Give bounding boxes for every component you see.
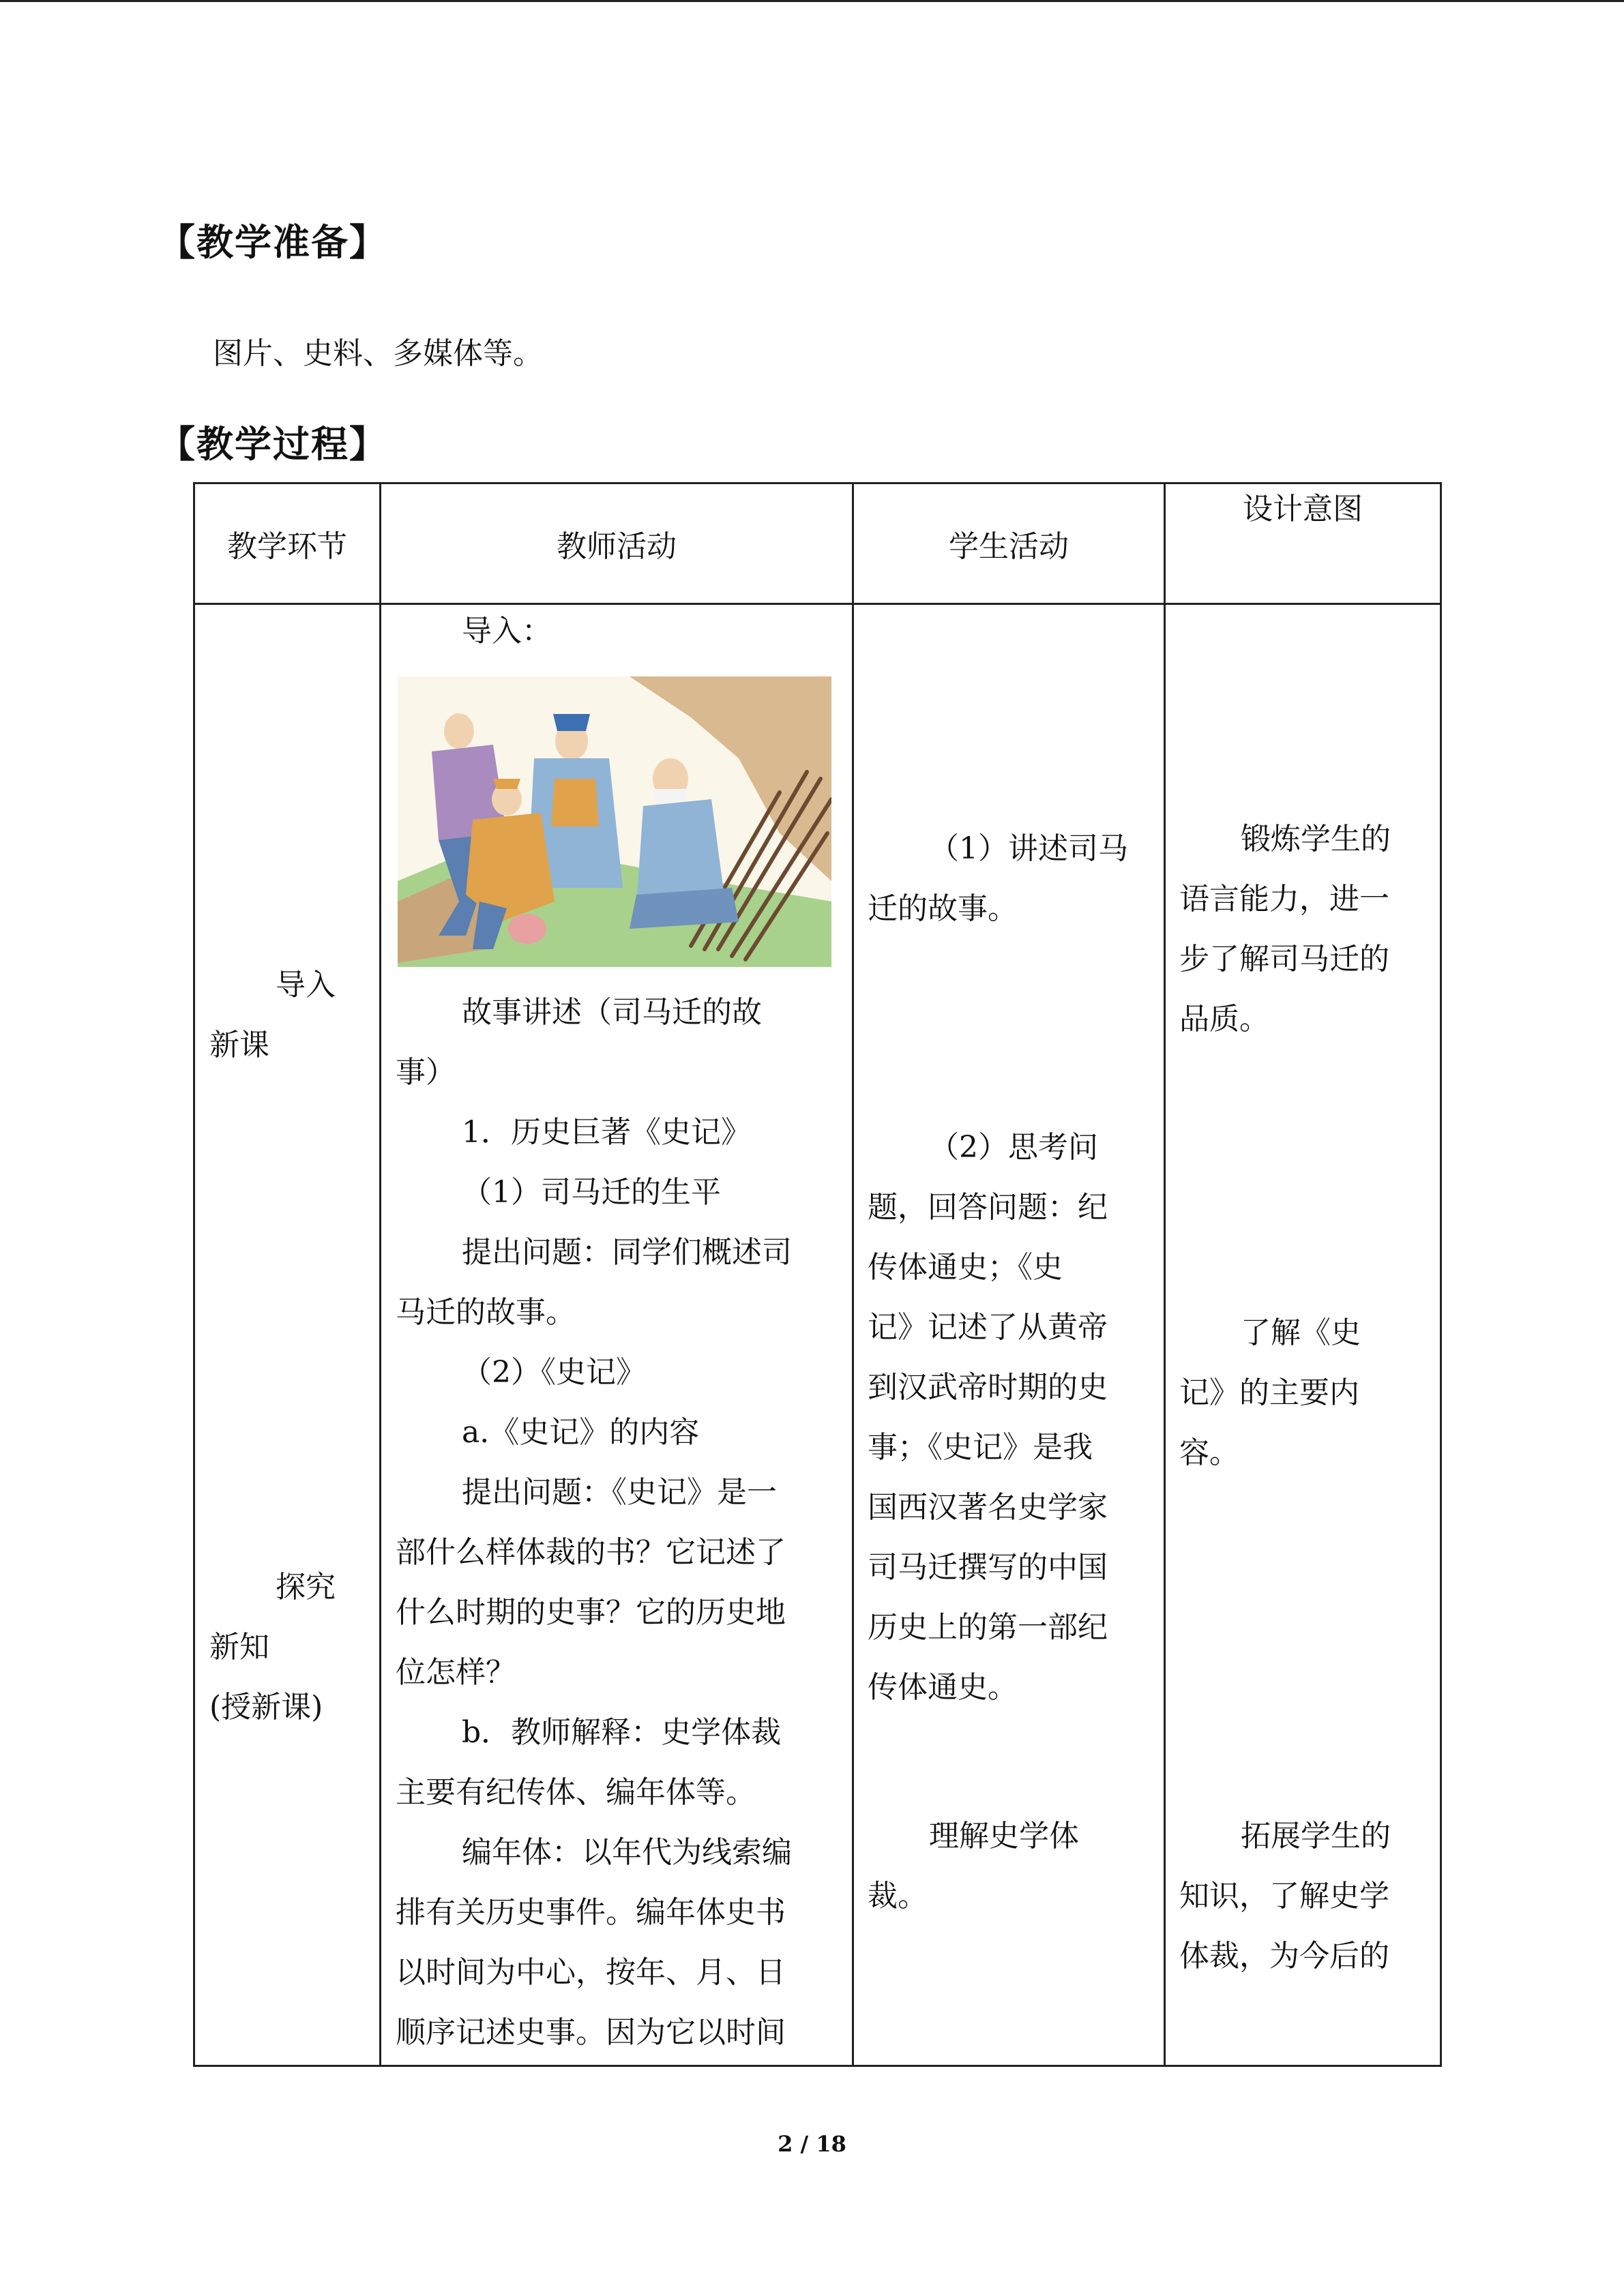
teacher-line: a.《史记》的内容 [462, 1415, 700, 1450]
student-p2-line: 传体通史；《史 [868, 1250, 1063, 1285]
stage-intro-line2: 新课 [209, 1028, 269, 1062]
teacher-line: （1）司马迁的生平 [462, 1175, 721, 1210]
preparation-text: 图片、史料、多媒体等。 [213, 336, 543, 371]
teacher-line: 事） [396, 1055, 456, 1090]
student-p2-line: 国西汉著名史学家 [868, 1490, 1108, 1525]
teacher-line: 1．历史巨著《史记》 [462, 1115, 751, 1150]
page-top-border [0, 0, 1624, 2]
intent-p2-line: 了解《史 [1241, 1315, 1361, 1350]
stage-explore-line3: (授新课) [209, 1690, 323, 1725]
student-p2-line: 司马迁撰写的中国 [868, 1550, 1108, 1585]
lesson-process-table [193, 482, 1442, 2067]
teacher-line: 部什么样体裁的书？它记述了 [396, 1535, 786, 1570]
student-p2-line: 到汉武帝时期的史 [868, 1370, 1108, 1405]
teacher-line: 什么时期的史事？它的历史地 [396, 1595, 786, 1630]
teacher-line: （2）《史记》 [462, 1355, 646, 1390]
student-p2-line: 事；《史记》是我 [868, 1430, 1093, 1465]
table-header-row [194, 483, 1441, 604]
stage-cell [194, 604, 381, 2066]
header-teacher-activity: 教师活动 [381, 483, 853, 604]
intent-p3-line: 体裁，为今后的 [1179, 1939, 1389, 1973]
student-p2-line: 历史上的第一部纪 [868, 1610, 1108, 1645]
header-student-activity: 学生活动 [853, 483, 1165, 604]
teacher-line: 编年体：以年代为线索编 [462, 1835, 792, 1870]
intro-label: 导入： [462, 614, 552, 648]
stage-intro-line1: 导入 [276, 968, 336, 1002]
teacher-line: 故事讲述（司马迁的故 [462, 995, 762, 1030]
teacher-line: 排有关历史事件。编年体史书 [396, 1895, 786, 1930]
student-p2-line: （2）思考问 [929, 1130, 1098, 1165]
student-p2-line: 传体通史。 [868, 1670, 1018, 1705]
teacher-line: 主要有纪传体、编年体等。 [396, 1775, 756, 1810]
intent-p1-line: 步了解司马迁的 [1179, 942, 1389, 976]
teacher-line: b．教师解释：史学体裁 [462, 1715, 782, 1750]
teacher-activity-cell [381, 604, 853, 2066]
student-p3-line: 理解史学体 [929, 1819, 1079, 1853]
teacher-line: 以时间为中心，按年、月、日 [396, 1955, 786, 1990]
intent-p2-line: 记》的主要内 [1179, 1375, 1359, 1410]
teacher-line: 马迁的故事。 [396, 1295, 576, 1330]
page-number: 2 / 18 [778, 2131, 846, 2157]
intent-p1-line: 锻炼学生的 [1241, 822, 1391, 856]
student-p1-line: （1）讲述司马 [929, 831, 1128, 866]
intent-p1-line: 语言能力，进一 [1179, 882, 1389, 916]
design-intent-cell [1165, 604, 1441, 2066]
header-design-intent: 设计意图 [1165, 483, 1441, 604]
teacher-line: 提出问题：《史记》是一 [462, 1475, 777, 1510]
student-p3-line: 裁。 [868, 1879, 928, 1913]
intent-p1-line: 品质。 [1179, 1002, 1269, 1037]
sima-qian-story-illustration [398, 676, 831, 967]
teacher-line: 顺序记述史事。因为它以时间 [396, 2015, 786, 2050]
teacher-line: 位怎样？ [396, 1655, 516, 1690]
intent-p3-line: 拓展学生的 [1241, 1819, 1391, 1853]
teacher-line: 提出问题：同学们概述司 [462, 1235, 792, 1270]
section-heading-preparation: 【教学准备】 [158, 220, 387, 264]
header-stage: 教学环节 [194, 483, 381, 604]
section-heading-process: 【教学过程】 [158, 422, 387, 466]
student-p2-line: 题，回答问题：纪 [868, 1190, 1108, 1225]
student-p1-line: 迁的故事。 [868, 891, 1018, 926]
student-p2-line: 记》记述了从黄帝 [868, 1310, 1108, 1345]
stage-explore-line1: 探究 [276, 1570, 336, 1605]
intent-p3-line: 知识，了解史学 [1179, 1879, 1389, 1913]
intent-p2-line: 容。 [1179, 1435, 1239, 1470]
stage-explore-line2: 新知 [209, 1630, 269, 1665]
table-body-row [194, 604, 1441, 2066]
student-activity-cell [853, 604, 1165, 2066]
